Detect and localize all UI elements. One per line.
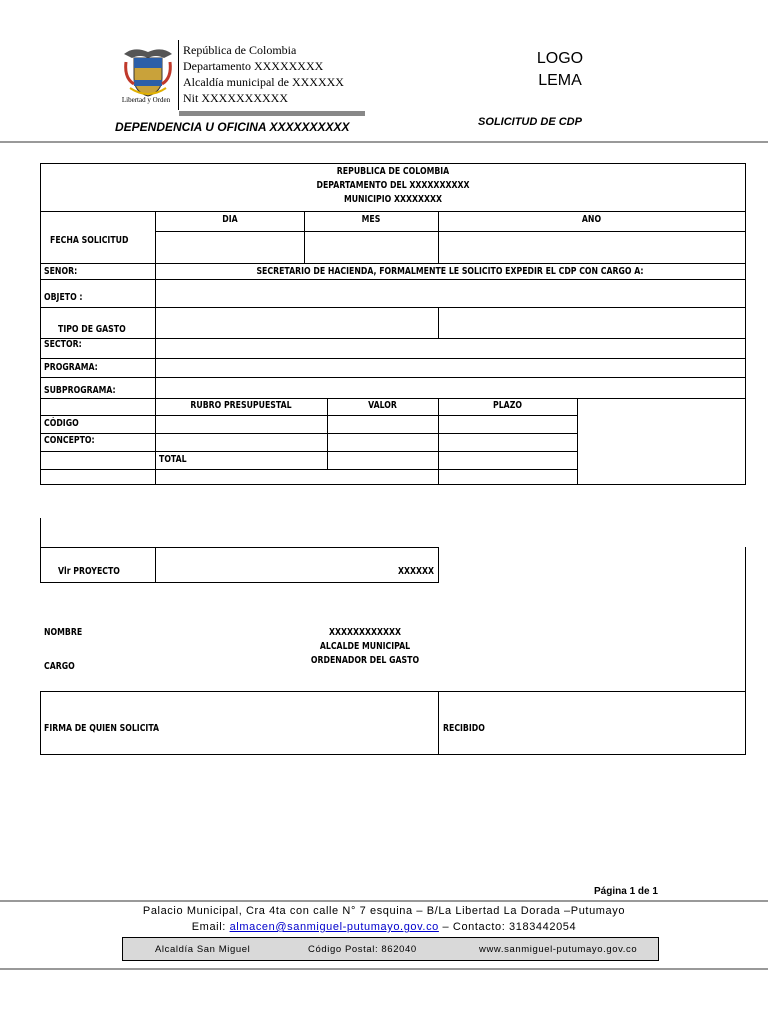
header-municipality: Alcaldía municipal de XXXXXX — [183, 75, 344, 89]
codigo-rubro-field[interactable] — [156, 416, 326, 433]
footer-box — [122, 937, 659, 961]
objeto-label: OBJETO : — [44, 292, 83, 303]
header-nit: Nit XXXXXXXXXX — [183, 91, 288, 105]
recibido-label: RECIBIDO — [443, 723, 485, 734]
footer-rule-top — [0, 900, 768, 902]
footer-box-postal: Código Postal: 862040 — [308, 944, 417, 955]
senor-label: SEÑOR: — [44, 266, 78, 277]
codigo-label: CÓDIGO — [44, 418, 79, 429]
cargo-label: CARGO — [44, 661, 75, 672]
header-divider — [178, 40, 179, 110]
lema-placeholder: LEMA — [538, 72, 582, 89]
month-field[interactable] — [305, 232, 437, 263]
footer-address: Palacio Municipal, Cra 4ta con calle N° 7 esquina – B/La Libertad La Dorada –Putumayo — [142, 905, 626, 917]
firma-solicita-label: FIRMA DE QUIEN SOLICITA — [44, 723, 160, 734]
concepto-label: CONCEPTO: — [44, 435, 95, 446]
nombre-label: NOMBRE — [44, 627, 83, 638]
footer-box-website[interactable]: www.sanmiguel-putumayo.gov.co — [479, 944, 638, 955]
email-link[interactable]: almacen@sanmiguel-putumayo.gov.co — [229, 921, 439, 933]
plazo-header: PLAZO — [493, 400, 522, 411]
concepto-valor-field[interactable] — [328, 434, 437, 451]
header-department: Departamento XXXXXXXX — [183, 59, 324, 73]
form-title-department: DEPARTAMENTO DEL XXXXXXXXXX — [316, 180, 470, 191]
document-title: SOLICITUD DE CDP — [478, 116, 582, 128]
tipo-gasto-field[interactable] — [156, 308, 437, 338]
year-field[interactable] — [439, 232, 744, 263]
day-header: DIA — [222, 214, 238, 225]
subprograma-field[interactable] — [156, 378, 744, 398]
programa-field[interactable] — [156, 359, 744, 377]
form-title-country: REPUBLICA DE COLOMBIA — [336, 166, 450, 177]
day-field[interactable] — [156, 232, 303, 263]
vlr-proyecto-label: Vlr PROYECTO — [58, 566, 120, 577]
form-title-municipality: MUNICIPIO XXXXXXXX — [343, 194, 443, 205]
coat-of-arms-icon — [120, 44, 176, 104]
dependency-title: DEPENDENCIA U OFICINA XXXXXXXXXX — [115, 120, 350, 134]
fecha-solicitud-label: FECHA SOLICITUD — [50, 235, 129, 246]
header-bar — [179, 111, 365, 116]
senor-text: SECRETARIO DE HACIENDA, FORMALMENTE LE SOLICITO EXPEDIR EL CDP CON CARGO A: — [256, 266, 644, 277]
vlr-proyecto-value: XXXXXX — [397, 566, 434, 577]
logo-placeholder: LOGO — [536, 50, 584, 67]
programa-label: PROGRAMA: — [44, 362, 98, 373]
cdp-form — [40, 163, 746, 755]
objeto-field[interactable] — [156, 280, 744, 307]
header-country: República de Colombia — [183, 43, 297, 57]
concepto-rubro-field[interactable] — [156, 434, 326, 451]
valor-header: VALOR — [368, 400, 397, 411]
signer-role: ALCALDE MUNICIPAL — [319, 641, 411, 652]
sector-field[interactable] — [156, 339, 744, 357]
coat-of-arms-caption: Libertad y Orden — [121, 96, 171, 104]
footer-contact — [0, 921, 768, 933]
contact-text: – Contacto: 3183442054 — [442, 921, 577, 933]
month-header: MES — [361, 214, 381, 225]
tipo-gasto-field-2[interactable] — [439, 308, 744, 338]
tipo-gasto-label: TIPO DE GASTO — [58, 324, 126, 335]
footer-box-left: Alcaldía San Miguel — [155, 944, 251, 955]
header-rule — [0, 141, 768, 143]
footer-rule-bottom — [0, 968, 768, 970]
signer-name: XXXXXXXXXXXX — [328, 627, 402, 638]
codigo-valor-field[interactable] — [328, 416, 437, 433]
total-valor-field[interactable] — [328, 452, 437, 469]
codigo-plazo-field[interactable] — [439, 416, 576, 433]
sector-label: SECTOR: — [44, 339, 82, 350]
signer-role-2: ORDENADOR DEL GASTO — [310, 655, 420, 666]
rubro-header: RUBRO PRESUPUESTAL — [190, 400, 292, 411]
subprograma-label: SUBPROGRAMA: — [44, 385, 116, 396]
year-header: AÑO — [581, 214, 602, 225]
page-number: Página 1 de 1 — [594, 886, 658, 897]
total-label: TOTAL — [159, 454, 187, 465]
email-label: Email: — [191, 921, 226, 933]
